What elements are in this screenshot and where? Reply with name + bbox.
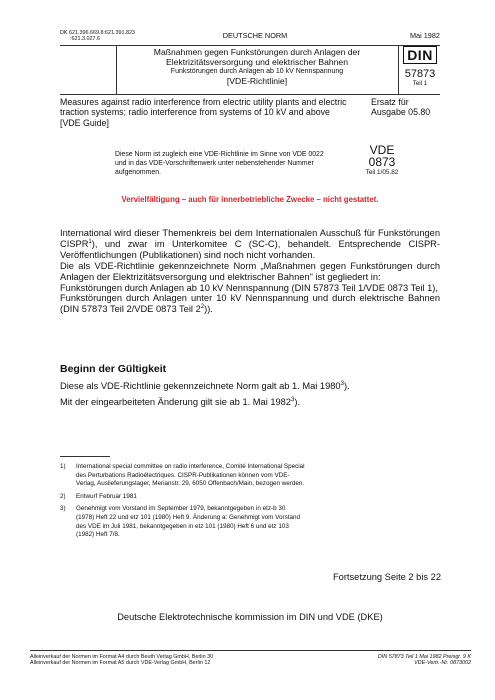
reproduction-warning: Vervielfältigung – auch für innerbetriebliche Zwecke – nicht gestattet. [121, 195, 379, 204]
subtitle-de: Funkstörungen durch Anlagen ab 10 kV Nennspannung [170, 68, 344, 75]
din-number: 57873 [404, 68, 436, 80]
header-date: Mai 1982 [409, 31, 440, 40]
title-box-left-rule [116, 45, 117, 94]
validity-line-1: Diese als VDE-Richtlinie gekennzeichnete Norm galt ab 1. Mai 1980$^3$). [60, 380, 350, 391]
committee-name: Deutsche Elektrotechnische kommission im DIN und VDE (DKE) [117, 612, 383, 622]
footnote-1: 1) International special committee on radio interference, Comité International Special des Perturbations Radioélectriques. CISPR-Publikationen können vom VDE-Verlag, Auslieferungslager, Merianstr. 29, 6050 Offenbach/Main, bezogen werden. [60, 463, 305, 488]
intro-paragraph-1: International wird dieser Themenkreis bei dem Internationalen Ausschuß für Funkstörungen CISPR$^1$), und zwar im Unterkomitee C (SC-C), behandelt. Entsprechende CISPR-Veröffentlichungen (Publikationen) sind noch nicht vorhanden. [60, 228, 440, 260]
footer-rule [30, 650, 471, 651]
din-logo: DIN [403, 46, 437, 64]
header-rule-bottom [60, 94, 440, 95]
vde-note-text: Diese Norm ist zugleich eine VDE-Richtlinie im Sinne von VDE 0022 und in das VDE-Vorschriftenwerk unter nebenstehender Nummer aufgenommen. [115, 151, 324, 176]
title-box [119, 47, 395, 86]
vde-label: VDE [369, 143, 395, 157]
title-de: Maßnahmen gegen Funkstörungen durch Anlagen der Elektrizitätsversorgung und elektrischer Bahnen [153, 47, 361, 67]
footer-sales-a4: Alleinverkauf der Normen im Format A4 durch Beuth Verlag GmbH, Berlin 30 [30, 654, 214, 660]
validity-line-2: Mit der eingearbeiteten Änderung gilt sie ab 1. Mai 1982$^3$). [60, 396, 301, 407]
replacement-line-2: Ausgabe 05.80 [371, 107, 431, 118]
replacement-line-1: Ersatz für [371, 97, 409, 107]
title-box-right-rule [398, 45, 399, 94]
validity-section [60, 363, 440, 408]
footer-sales-info [30, 654, 290, 666]
dk-line-2: :621.3.027.6 [70, 36, 100, 43]
vde-box [354, 144, 410, 177]
title-en: Measures against radio interference from electric utility plants and electric traction systems; radio interference from systems of 10 kV and above [60, 97, 347, 118]
validity-heading: Beginn der Gültigkeit [60, 363, 167, 375]
footer-din-ref: DIN 57873 Teil 1 Mai 1982 Preisgr. 9 K [377, 654, 471, 660]
intro-section [60, 228, 440, 315]
footer-vde-ref: VDE-Vertr.-Nr. 0873002 [414, 660, 471, 667]
guide-de: [VDE-Richtlinie] [226, 76, 288, 86]
din-box [400, 47, 440, 87]
intro-paragraph-4: Funkstörungen durch Anlagen unter 10 kV Nennspannung und durch elektrische Bahnen (DIN 57873 Teil 2/VDE 0873 Teil $2^2$)). [60, 293, 440, 315]
vde-number: 0873 [368, 155, 396, 169]
din-part: Teil 1 [412, 80, 428, 87]
intro-paragraph-2: Die als VDE-Richtlinie gekennzeichnete Norm „Maßnahmen gegen Funkstörungen durch Anlagen der Elektrizitätsversorgung und elektrischer Bahnen" ist gegliedert in: [60, 260, 440, 282]
footnote-2: 2) Entwurf Februar 1981 [60, 492, 137, 500]
intro-paragraph-3: Funkstörungen durch Anlagen ab 10 kV Nennspannung (DIN 57873 Teil 1/VDE 0873 Teil 1), [60, 282, 438, 293]
english-title [60, 97, 360, 128]
footer-sales-a5: Alleinverkauf der Normen im Format A5 durch VDE-Verlag GmbH, Berlin 12 [30, 660, 211, 667]
replacement-note [371, 97, 441, 118]
standard-body: DEUTSCHE NORM [222, 31, 288, 40]
header-rule-top [60, 45, 440, 46]
dk-classification [60, 30, 135, 42]
continuation-note: Fortsetzung Seite 2 bis 22 [332, 572, 441, 582]
vde-part: Teil 1/05.82 [365, 169, 399, 176]
dk-line-1: DK 621.396.669.8:621.391.823 [60, 30, 135, 36]
footnote-3: 3) Genehmigt vom Vorstand im September 1979, bekanntgegeben in etz-b 30 (1978) Heft 22 und etz 101 (1980) Heft 9. Änderung a: Genehmigt vom Vorstand des VDE im Juli 1981, bekanntgegeben in etz 101 (1980) Heft 6 und etz 103 (1982) Heft 7/8. [60, 505, 301, 539]
footnotes [60, 463, 305, 540]
footer-document-info [300, 654, 471, 666]
guide-en: [VDE Guide] [60, 117, 109, 128]
footnote-separator [60, 456, 110, 457]
